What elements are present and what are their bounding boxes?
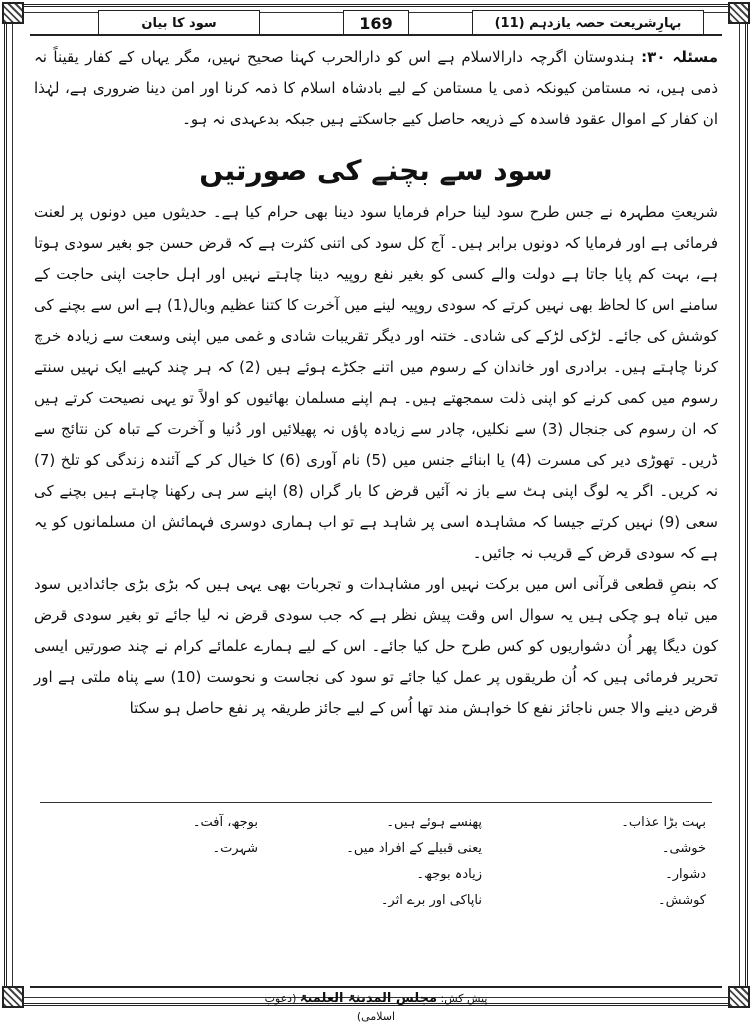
corner-ornament-bottom-left (2, 986, 24, 1008)
page-header (18, 6, 734, 36)
masla-paragraph (34, 42, 718, 135)
footer-divider (30, 986, 722, 988)
footnote-row (40, 836, 712, 862)
chapter-title: سود کا بیان (98, 10, 260, 36)
footnotes (40, 810, 712, 914)
footnote-empty (40, 862, 264, 888)
header-divider (30, 34, 722, 36)
footnote-row (40, 810, 712, 836)
publisher-footer (250, 990, 502, 1023)
footnote-9: کوشش۔ (658, 893, 706, 908)
footer-suffix: (دعوتِ اسلامی) (264, 992, 396, 1023)
footnote-4: خوشی۔ (661, 841, 706, 856)
footnote-row (40, 888, 712, 914)
footnote-8: زیادہ بوجھ۔ (416, 867, 482, 882)
page-number: 169 (343, 10, 409, 36)
footnote-3: بوجھ، آفت۔ (192, 815, 258, 830)
footnote-1: بہت بڑا عذاب۔ (621, 815, 706, 830)
masla-text: ہندوستان اگرچہ دارالاسلام ہے اس کو دارالحرب کہنا صحیح نہیں، مگر یہاں کے کفار یقیناً نہ ذمی ہیں، نہ مستامن کیونکہ ذمی یا مستامن کے لیے بادشاہ اسلام کا ذمہ کرنا اور امن دینا ضروری ہے، لہٰذا ان کفار کے اموال عقود فاسدہ کے ذریعہ حاصل کیے جاسکتے ہیں جبکہ بدعہدی نہ ہو۔ (34, 48, 718, 128)
footnote-10: ناپاکی اور برے اثر۔ (380, 893, 482, 908)
footnote-2: پھنسے ہوئے ہیں۔ (386, 815, 482, 830)
footnote-6: شہرت۔ (212, 841, 258, 856)
footnote-divider (40, 802, 712, 803)
body-paragraph-2: کہ بنصِ قطعی قرآنی اس میں برکت نہیں اور مشاہدات و تجربات بھی یہی ہیں کہ بڑی بڑی جائدادیں سود میں تباہ ہو چکی ہیں یہ سوال اس وقت پیش نظر ہے کہ جب سودی قرض نہ لیا جائے تو بغیر سودی قرض کون دیگا پھر اُن دشواریوں کو کس طرح حل کیا جائے۔ اس کے لیے ہمارے علمائے کرام نے چند صورتیں ایسی تحریر فرمائی ہیں کہ اُن طریقوں پر عمل کیا جائے تو سود کی نجاست و نحوست (10) سے پناہ ملتی ہے اور قرض دینے والا جس ناجائز نفع کا خواہش مند تھا اُس کے لیے جائز طریقہ پر نفع حاصل ہو سکتا (34, 575, 718, 717)
footnote-5: یعنی قبیلے کے افراد میں۔ (346, 841, 482, 856)
footer-prefix: پیش کش: (440, 992, 488, 1005)
footnote-empty (40, 888, 264, 914)
book-title: بہارِشریعت حصہ یازدہم (11) (472, 10, 704, 36)
corner-ornament-bottom-right (728, 986, 750, 1008)
masla-label: مسئلہ ۳۰: (641, 48, 718, 66)
body-paragraph-1: شریعتِ مطہرہ نے جس طرح سود لینا حرام فرمایا سود دینا بھی حرام کیا ہے۔ حدیثوں میں دونوں پر لعنت فرمائی ہے اور فرمایا کہ دونوں برابر ہیں۔ آج کل سود کی اتنی کثرت ہے کہ قرض حسن جو بغیر سودی ہوتا ہے، بہت کم پایا جاتا ہے دولت والے کسی کو بغیر نفع روپیہ دینا چاہتے نہیں اور اہل حاجت اپنی حاجت کے سامنے اس کا لحاظ بھی نہیں کرتے کہ سودی روپیہ لینے میں آخرت کا کتنا عظیم وبال(1) ہے اس سے بچنے کی کوشش کی جائے۔ لڑکی لڑکے کی شادی۔ ختنہ اور دیگر تقریبات شادی و غمی میں اپنی وسعت سے زیادہ خرچ کرنا چاہتے ہیں۔ برادری اور خاندان کے رسوم میں اتنے جکڑے ہوئے ہیں (2) کہ ہر چند کہیے ایک نہیں سنتے رسوم میں کمی کرنے کو اپنی ذلت سمجھتے ہیں۔ ہم اپنے مسلمان بھائیوں کو اولاً تو یہی نصیحت کرتے ہیں کہ ان رسوم کی جنجال (3) سے نکلیں، چادر سے زیادہ پاؤں نہ پھیلائیں اور دُنیا و آخرت کے تباہ کن نتائج سے ڈریں۔ تھوڑی دیر کی مسرت (4) یا ابنائے جنس میں (5) نام آوری (6) کا خیال کر کے آئندہ زندگی کو تلخ (7) نہ کریں۔ اگر یہ لوگ اپنی ہٹ سے باز نہ آئیں قرض کا بار گراں (8) اپنے سر ہی رکھنا چاہتے ہیں بچنے کی سعی (9) نہیں کرتے جیسا کہ مشاہدہ اسی پر شاہد ہے تو اب ہماری دوسری فہمائش ان مسلمانوں کو یہ ہے کہ سودی قرض کے قریب نہ جائیں۔ (34, 203, 719, 562)
section-heading: سود سے بچنے کی صورتیں (199, 154, 553, 187)
footnote-7: دشوار۔ (665, 867, 706, 882)
main-content (34, 42, 718, 724)
footnote-row (40, 862, 712, 888)
footer-org: مجلس المدینۃ العلمیۃ (299, 991, 438, 1006)
